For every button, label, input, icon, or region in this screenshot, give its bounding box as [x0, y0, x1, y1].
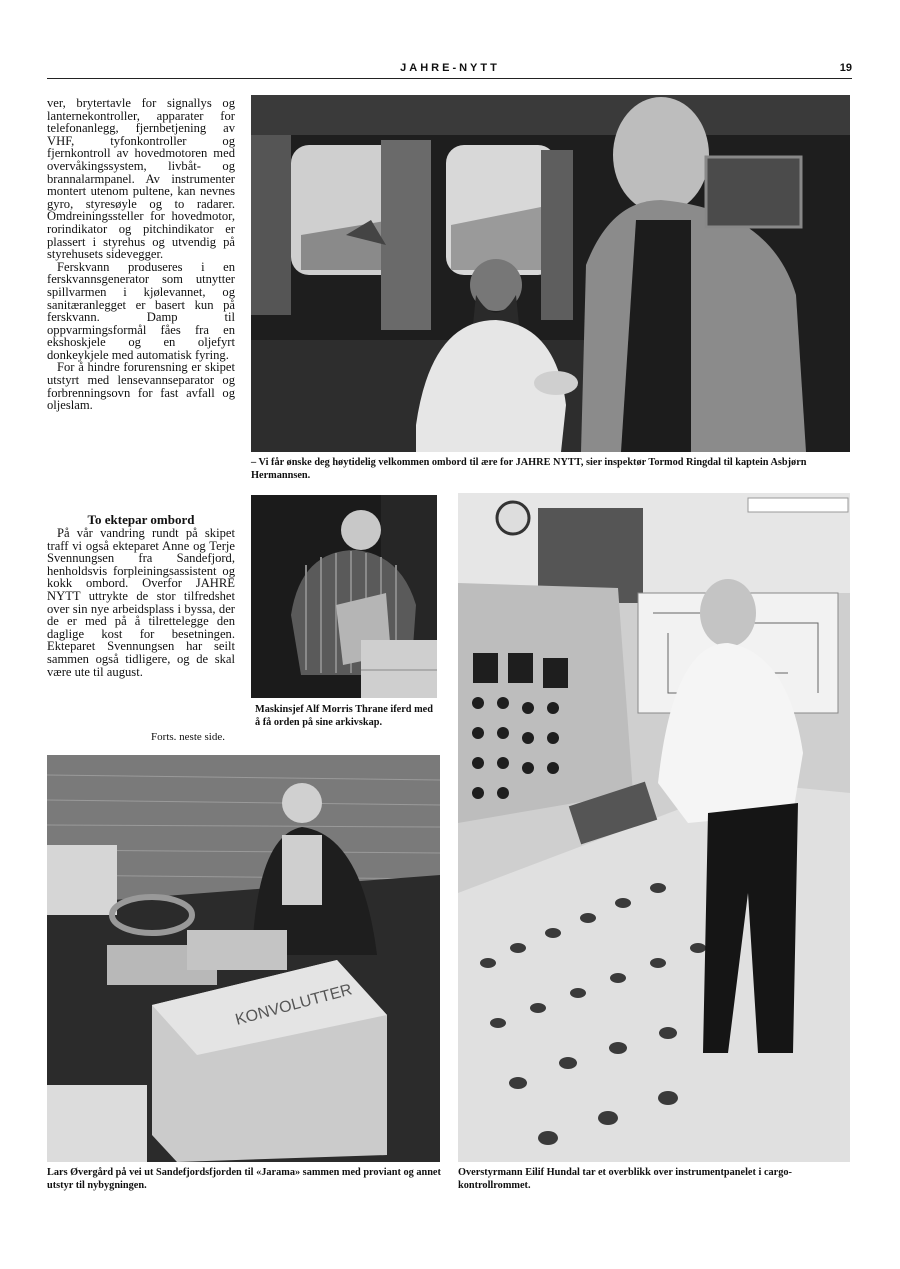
article-paragraph: Ferskvann produseres i en ferskvannsgenerator som utnytter spillvarmen i kjølevannet, og sanitæranlegget er basert kun på ferskvann. Damp til oppvarmingsformål fåes fra en ekshoskjele og en oljefyrt donkeykjele med automatisk fyring.	[47, 259, 235, 362]
article-paragraph: På vår vandring rundt på skipet traff vi også ekteparet Anne og Terje Svennungsen fra Sandefjord, henholdsvis forpleiningsassistent og kokk ombord. Overfor JAHRE NYTT uttrykte de stor tilfredshet over sin nye arbeidsplass i byssa, der de er med på å tilrettelegge den daglige kost for besetningen. Ekteparet Svennungsen har seilt sammen også tidligere, og de skal være ute til august.	[47, 526, 235, 679]
photo-bridge-handshake	[251, 95, 850, 452]
caption-bottom-right-photo: Overstyrmann Eilif Hundal tar et overblikk over instrumentpanelet i cargo-kontrollrommet.	[458, 1167, 792, 1191]
continued-note: Forts. neste side.	[151, 731, 225, 743]
photo-chief-engineer	[251, 495, 437, 698]
box-label: KONVOLUTTER	[233, 981, 354, 1029]
article-paragraph: For å hindre forurensning er skipet utstyrt med lensevannseparator og forbrenningsovn for fast avfall og oljeslam.	[47, 360, 235, 413]
article-text-column	[47, 97, 235, 412]
caption-middle-photo: Maskinsjef Alf Morris Thrane iferd med å få orden på sine arkivskap.	[255, 704, 433, 728]
header-divider	[47, 78, 852, 79]
caption-top-photo: – Vi får ønske deg høytidelig velkommen ombord til ære for JAHRE NYTT, sier inspektør Tormod Ringdal til kaptein Asbjørn Hermannsen.	[251, 457, 807, 481]
photo-boat-cargo	[47, 755, 440, 1162]
page-number: 19	[839, 62, 852, 74]
subheading: To ektepar ombord	[87, 512, 195, 527]
publication-title: JAHRE-NYTT	[400, 62, 500, 74]
photo-cargo-control	[458, 493, 850, 1162]
article-text-column-2	[47, 527, 235, 678]
caption-bottom-left-photo: Lars Øvergård på vei ut Sandefjordsfjorden til «Jarama» sammen med proviant og annet utstyr til nybygningen.	[47, 1167, 441, 1191]
article-paragraph: ver, brytertavle for signallys og lanternekontroller, apparater for telefonanlegg, fjernbetjening av VHF, tyfonkontroller og fjernkontroll av hovedmotoren med overvåkingssystem, livbåt- og brannalarmpanel. Av instrumenter montert utenom pultene, kan nevnes gyro, styresøyle og to radarer. Omdreiningssteller for hovedmotor, rorindikator og pitchindikator er plassert i styrehus og utvendig på styrehusets sidevegger.	[47, 96, 235, 262]
